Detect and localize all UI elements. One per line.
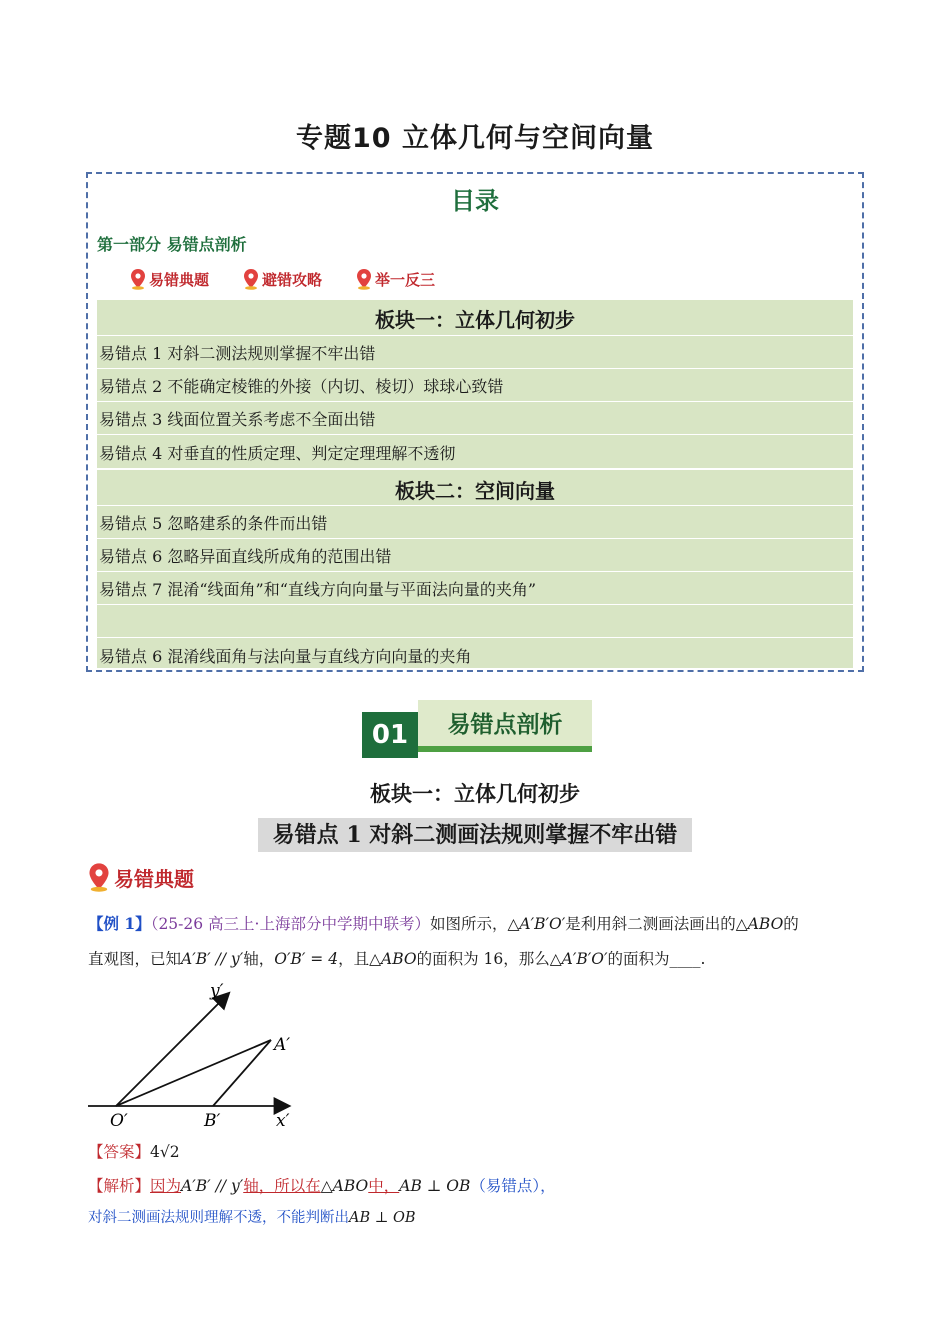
toc-item-label: 易错点 4 对垂直的性质定理、判定定理理解不透彻	[99, 444, 456, 463]
toc-item[interactable]	[97, 506, 853, 539]
pin-label: 举一反三	[375, 270, 436, 289]
analysis-note: 对斜二测画法规则理解不透，不能判断出	[88, 1210, 349, 1226]
math-expression: A′B′ // y′	[181, 950, 244, 968]
math-expression: O′B′ = 4	[274, 950, 339, 968]
point-b-label: B′	[204, 1111, 221, 1130]
pin-item-1[interactable]	[130, 266, 209, 292]
y-axis	[116, 994, 228, 1106]
example-pin-heading	[88, 862, 194, 892]
math-expression: △ABO	[369, 950, 417, 968]
math-expression: △ABO	[320, 1177, 369, 1195]
answer-tag: 【答案】	[88, 1143, 151, 1161]
toc-item[interactable]	[97, 539, 853, 572]
point-a-label: A′	[274, 1035, 291, 1055]
segment-ab	[213, 1040, 271, 1106]
x-axis-label: x′	[276, 1111, 290, 1130]
toc-item[interactable]	[97, 336, 853, 369]
pin-label: 易错典题	[149, 270, 210, 289]
toc-item-label: 易错点 6 忽略异面直线所成角的范围出错	[99, 547, 392, 566]
example-text: .	[700, 950, 706, 968]
section-banner	[362, 700, 592, 758]
answer-line	[88, 1140, 180, 1162]
example-text: ，且	[338, 950, 370, 968]
toc-item[interactable]	[97, 638, 853, 668]
toc-item-empty	[97, 605, 853, 638]
pin-item-3[interactable]	[356, 266, 435, 292]
toc-item-label: 易错点 1 对斜二测法规则掌握不牢出错	[99, 344, 376, 363]
toc-item[interactable]	[97, 435, 853, 468]
toc-part-title: 第一部分 易错点剖析	[97, 235, 247, 254]
error-point-heading: 易错点 1 对斜二测画法规则掌握不牢出错	[258, 818, 692, 852]
math-expression: AB ⊥ OB	[349, 1210, 416, 1226]
pin-item-2[interactable]	[243, 266, 322, 292]
location-pin-icon	[356, 268, 372, 290]
example-text: 如图所示，	[429, 915, 508, 933]
toc-item-label: 易错点 3 线面位置关系考虑不全面出错	[99, 410, 376, 429]
analysis-text: 轴，所以在	[243, 1177, 321, 1195]
toc-block-heading-row	[97, 300, 853, 336]
location-pin-icon	[88, 862, 110, 892]
document-title: 专题10 立体几何与空间向量	[296, 123, 654, 154]
example-text: 是利用斜二测画法画出的	[565, 915, 736, 933]
example-text: 轴，	[243, 950, 275, 968]
example-line-2	[88, 947, 705, 969]
oblique-figure	[86, 978, 306, 1130]
toc-heading: 目录	[451, 187, 499, 215]
toc-block-2	[97, 470, 853, 668]
analysis-line-1	[88, 1174, 556, 1196]
example-source: （25-26 高三上·上海部分中学期中联考）	[150, 915, 430, 933]
math-expression: A′B′ // y′	[181, 1177, 244, 1195]
analysis-tag: 【解析】	[88, 1177, 151, 1195]
toc-item-label: 易错点 6 混淆线面角与法向量与直线方向向量的夹角	[99, 647, 472, 666]
example-tag: 【例 1】	[88, 914, 151, 933]
point-o-label: O′	[110, 1111, 128, 1130]
example-text: 直观图，已知	[88, 950, 182, 968]
example-line-1	[88, 912, 799, 934]
toc-block-heading: 板块二：空间向量	[395, 479, 555, 503]
banner-number: 01	[362, 712, 418, 758]
toc-block-heading-row	[97, 470, 853, 506]
toc-item[interactable]	[97, 572, 853, 605]
analysis-text: 中，	[368, 1177, 400, 1195]
math-expression: △ABO	[735, 915, 784, 933]
y-axis-label: y′	[210, 981, 224, 1001]
pin-label: 避错攻略	[262, 270, 323, 289]
answer-value: 4√2	[150, 1143, 180, 1161]
segment-oa	[116, 1040, 271, 1106]
banner-label: 易错点剖析	[418, 700, 592, 752]
toc-block-heading: 板块一：立体几何初步	[375, 308, 575, 332]
math-expression: △A′B′O′	[507, 915, 566, 933]
example-text: 的	[783, 915, 799, 933]
analysis-line-2	[88, 1206, 416, 1227]
example-text: 的面积为 16，那么	[416, 950, 550, 968]
toc-pin-row	[130, 266, 435, 292]
example-text: 的面积为	[607, 950, 670, 968]
toc-item-label: 易错点 5 忽略建系的条件而出错	[99, 514, 328, 533]
location-pin-icon	[243, 268, 259, 290]
math-expression: △A′B′O′	[549, 950, 608, 968]
answer-blank: ____	[669, 950, 701, 968]
toc-item-label: 易错点 2 不能确定棱锥的外接（内切、棱切）球球心致错	[99, 377, 504, 396]
math-expression: AB ⊥ OB	[399, 1177, 471, 1195]
toc-block-1	[97, 300, 853, 468]
analysis-note: （易错点），	[470, 1177, 556, 1195]
example-pin-label: 易错典题	[114, 866, 194, 891]
location-pin-icon	[130, 268, 146, 290]
toc-item[interactable]	[97, 402, 853, 435]
section-heading: 板块一：立体几何初步	[370, 782, 580, 806]
toc-item-label: 易错点 7 混淆“线面角”和“直线方向向量与平面法向量的夹角”	[99, 580, 537, 599]
toc-item[interactable]	[97, 369, 853, 402]
analysis-text: 因为	[150, 1177, 182, 1195]
